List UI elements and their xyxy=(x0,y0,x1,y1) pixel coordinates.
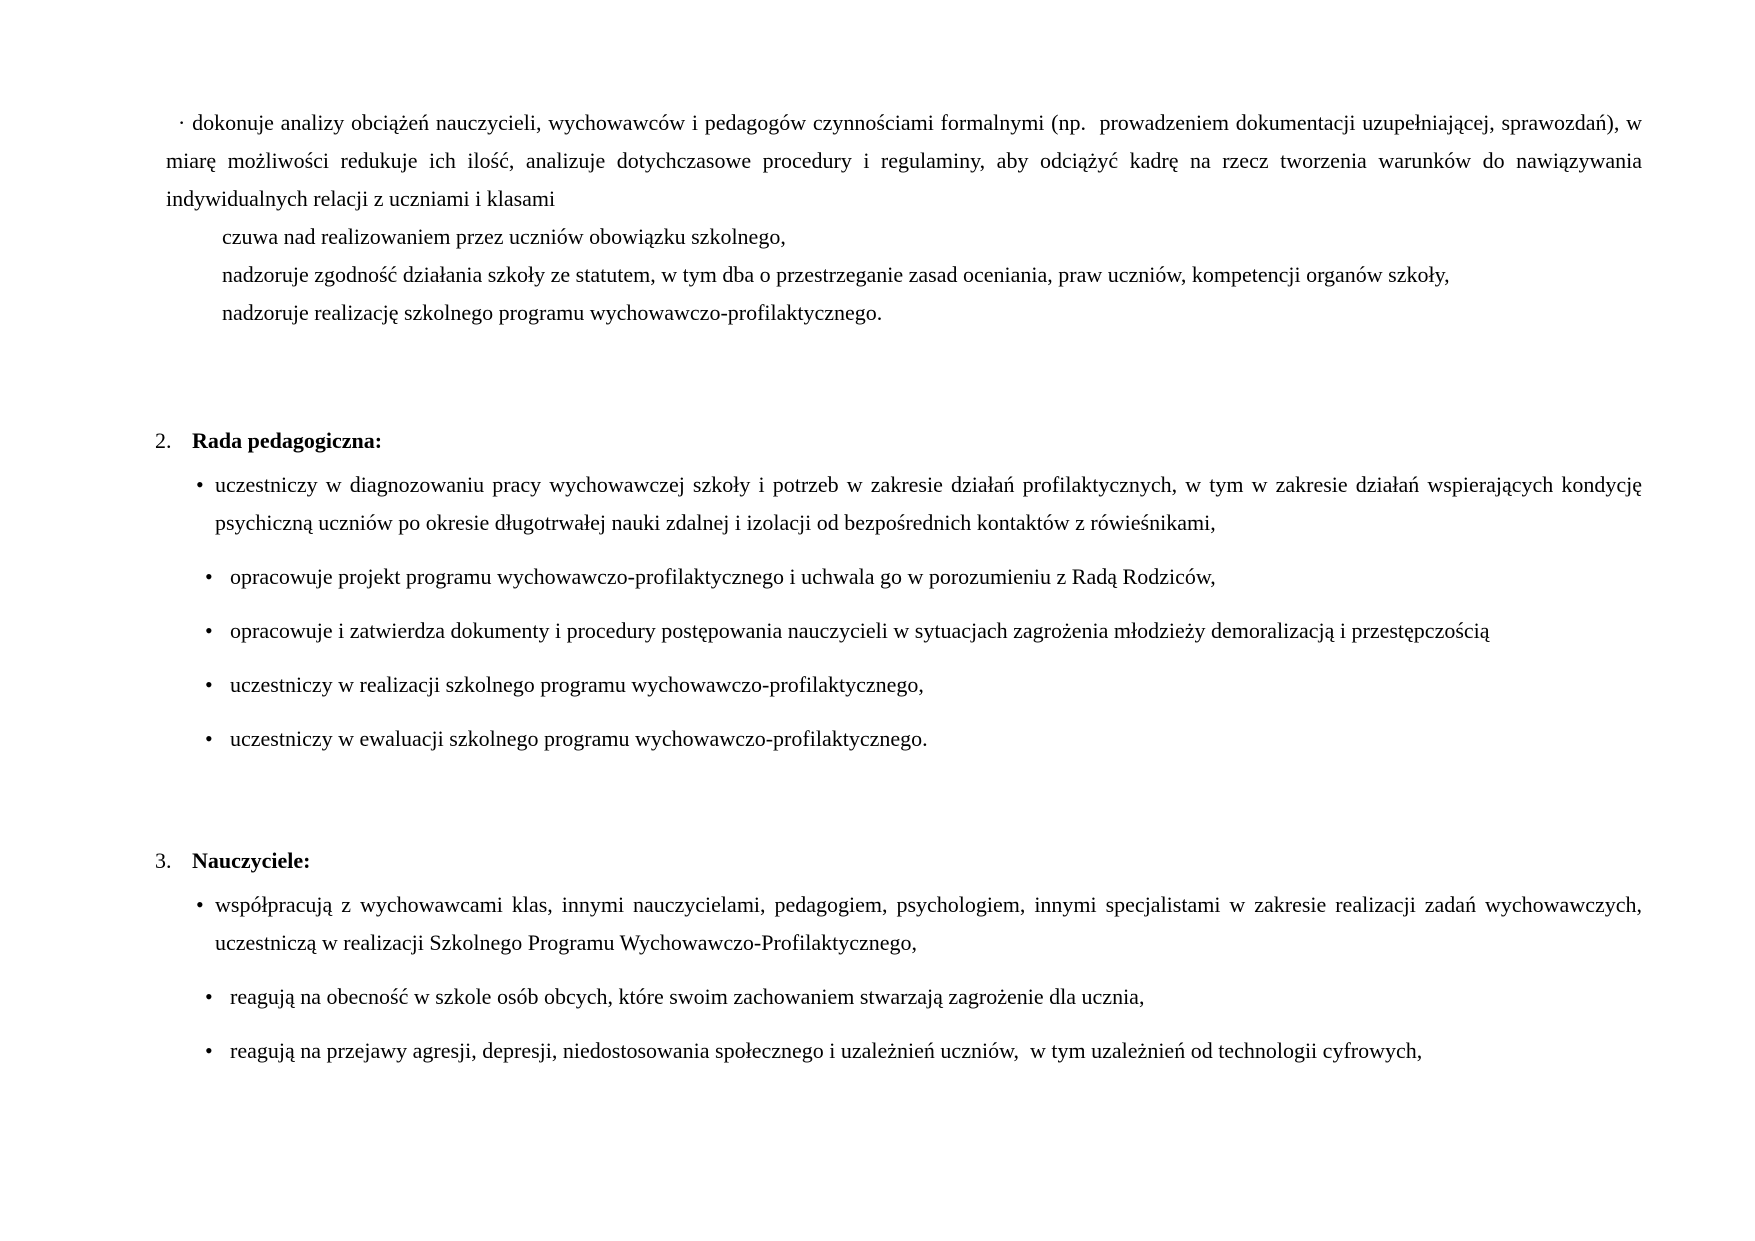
bullet-item: • uczestniczy w diagnozowaniu pracy wychowawczej szkoły i potrzeb w zakresie działań profilaktycznych, w tym w zakresie działań wspierających kondycję psychiczną uczniów po okresie długotrwałej nauki zdalnej i izolacji od bezpośrednich kontaktów z rówieśnikami, xyxy=(166,466,1642,542)
section-heading xyxy=(155,842,1642,880)
bullet-item: • współpracują z wychowawcami klas, innymi nauczycielami, pedagogiem, psychologiem, innymi specjalistami w zakresie realizacji zadań wychowawczych, uczestniczą w realizacji Szkolnego Programu Wychowawczo-Profilaktycznego, xyxy=(166,886,1642,962)
bullet-item: • uczestniczy w ewaluacji szkolnego programu wychowawczo-profilaktycznego. xyxy=(166,720,1642,758)
bullet-list xyxy=(166,886,1642,1070)
bullet-item: • opracowuje projekt programu wychowawczo-profilaktycznego i uchwala go w porozumieniu z Radą Rodziców, xyxy=(166,558,1642,596)
section-heading xyxy=(155,422,1642,460)
section-nauczyciele xyxy=(155,842,1642,1070)
intro-item: nadzoruje zgodność działania szkoły ze statutem, w tym dba o przestrzeganie zasad oceniania, praw uczniów, kompetencji organów szkoły, xyxy=(222,262,1450,287)
intro-lead-paragraph: · dokonuje analizy obciążeń nauczycieli, wychowawców i pedagogów czynnościami formalnymi (np. prowadzeniem dokumentacji uzupełniającej, sprawozdań), w miarę możliwości redukuje ich ilość, analizuje dotychczasowe procedury i regulaminy, aby odciążyć kadrę na rzecz tworzenia warunków do nawiązywania indywidualnych relacji z uczniami i klasami xyxy=(166,110,1642,211)
bullet-item: • uczestniczy w realizacji szkolnego programu wychowawczo-profilaktycznego, xyxy=(166,666,1642,704)
bullet-item: • reagują na przejawy agresji, depresji, niedostosowania społecznego i uzależnień uczniów, w tym uzależnień od technologii cyfrowych, xyxy=(166,1032,1642,1070)
bullet-item: • reagują na obecność w szkole osób obcych, które swoim zachowaniem stwarzają zagrożenie dla ucznia, xyxy=(166,978,1642,1016)
bullet-item: • opracowuje i zatwierdza dokumenty i procedury postępowania nauczycieli w sytuacjach zagrożenia młodzieży demoralizacją i przestępczością xyxy=(166,612,1642,650)
section-number: 2. xyxy=(155,428,172,453)
section-title: Rada pedagogiczna: xyxy=(192,428,383,453)
section-rada-pedagogiczna xyxy=(155,422,1642,758)
section-number: 3. xyxy=(155,848,172,873)
section-title: Nauczyciele: xyxy=(192,848,311,873)
intro-item: nadzoruje realizację szkolnego programu wychowawczo-profilaktycznego. xyxy=(222,300,883,325)
bullet-list xyxy=(166,466,1642,758)
intro-item: czuwa nad realizowaniem przez uczniów obowiązku szkolnego, xyxy=(222,224,786,249)
